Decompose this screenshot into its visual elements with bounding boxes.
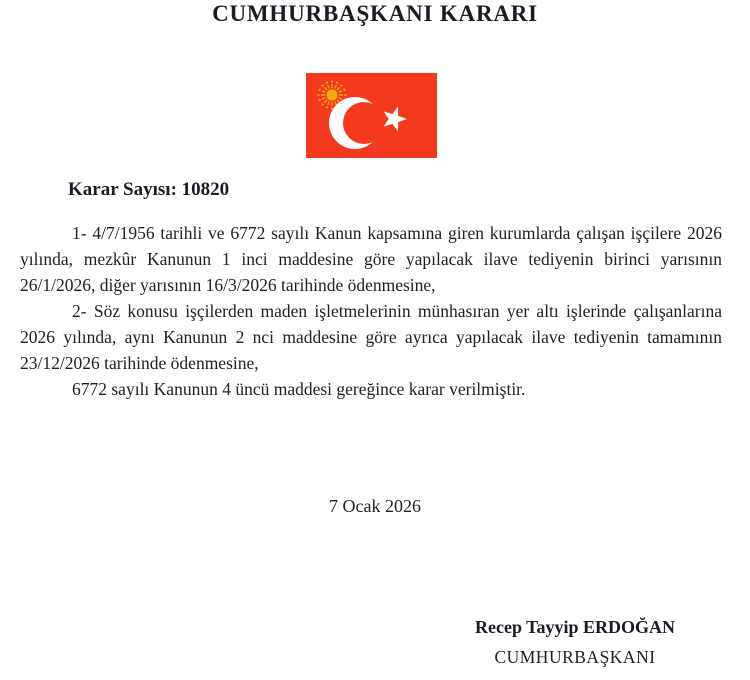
decree-date: 7 Ocak 2026 bbox=[329, 496, 421, 516]
document-title: CUMHURBAŞKANI KARARI bbox=[212, 1, 538, 26]
decree-paragraph-2: 2- Söz konusu işçilerden maden işletmelerinin münhasıran yer altı işlerinde çalışanlarına 2026 yılında, aynı Kanunun 2 nci maddesine göre ayrıca yapılacak ilave tediyenin tamamının 23/12/2026 tarihinde ödenmesine, bbox=[20, 301, 722, 373]
turkish-presidential-flag-icon bbox=[306, 73, 437, 158]
decree-paragraph-1: 1- 4/7/1956 tarihli ve 6772 sayılı Kanun kapsamına giren kurumlarda çalışan işçilere 2026 yılında, mezkûr Kanunun 1 inci maddesine göre yapılacak ilave tediyenin birinci yarısının 26/1/2026, diğer yarısının 16/3/2026 tarihinde ödenmesine, bbox=[20, 223, 722, 295]
decision-number: Karar Sayısı: 10820 bbox=[68, 179, 230, 200]
decree-body bbox=[20, 220, 722, 402]
decree-paragraph-3: 6772 sayılı Kanunun 4 üncü maddesi gereğince karar verilmiştir. bbox=[72, 379, 526, 399]
flag-graphic bbox=[306, 73, 437, 158]
signature-block bbox=[452, 617, 698, 668]
signatory-title: CUMHURBAŞKANI bbox=[494, 647, 656, 667]
signatory-name: Recep Tayyip ERDOĞAN bbox=[474, 617, 676, 637]
